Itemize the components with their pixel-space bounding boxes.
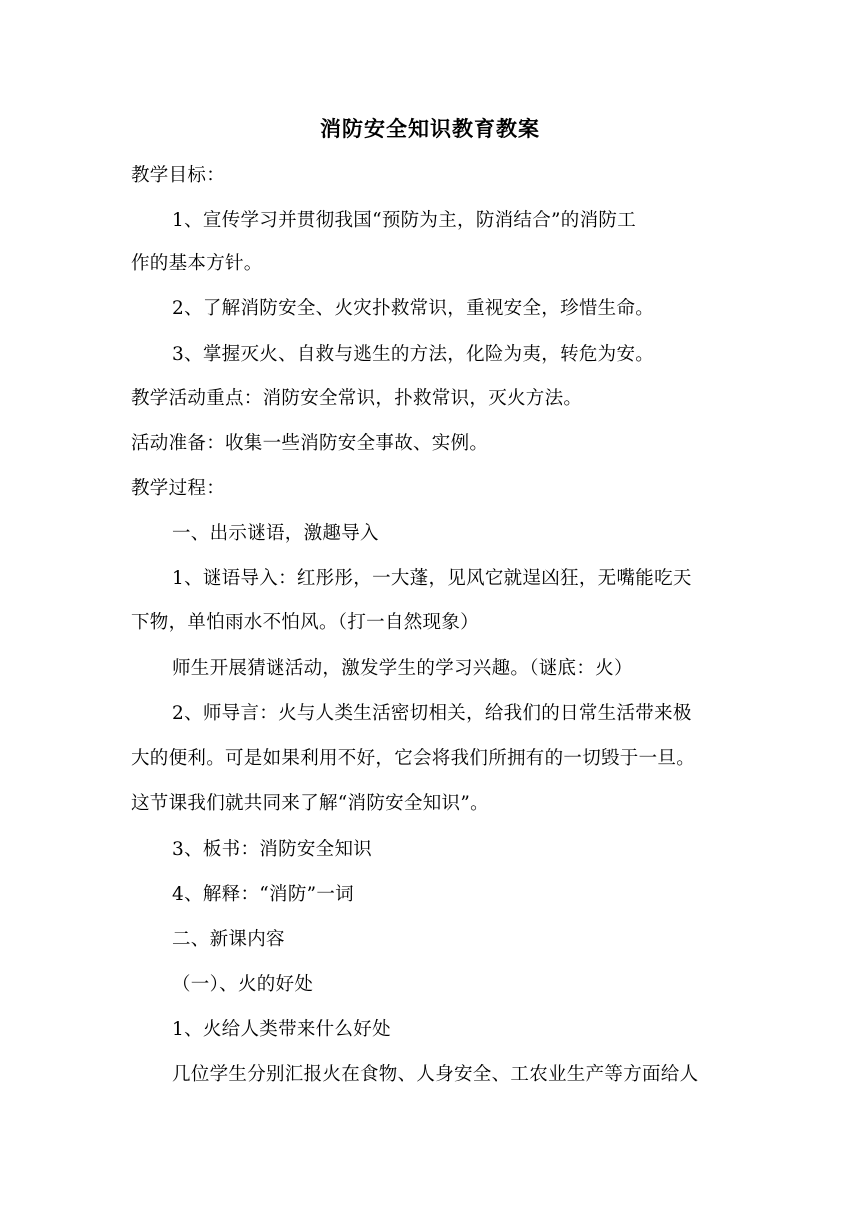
section-heading-process: 教学过程： (131, 478, 226, 499)
paragraph-line: 3、掌握灭火、自救与逃生的方法，化险为夷，转危为安。 (172, 344, 655, 365)
paragraph-line: 作的基本方针。 (131, 253, 263, 274)
paragraph-line: 这节课我们就共同来了解“消防安全知识”。 (131, 793, 489, 814)
subsection-heading: 一、出示谜语，激趣导入 (172, 523, 379, 544)
document-title: 消防安全知识教育教案 (320, 116, 540, 141)
paragraph-line: 2、师导言：火与人类生活密切相关，给我们的日常生活带来极 (172, 703, 692, 724)
paragraph-line: 1、宣传学习并贯彻我国“预防为主，防消结合”的消防工 (172, 210, 636, 231)
paragraph-line: 2、了解消防安全、火灾扑救常识，重视安全，珍惜生命。 (172, 298, 655, 319)
subsection-heading: （一）、火的好处 (172, 974, 314, 995)
paragraph-line: 下物，单怕雨水不怕风。（打一自然现象） (131, 612, 479, 633)
section-heading-teaching-goals: 教学目标： (131, 165, 226, 186)
paragraph-line: 师生开展猜谜活动，激发学生的学习兴趣。（谜底：火） (172, 658, 633, 679)
paragraph-line: 大的便利。可是如果利用不好，它会将我们所拥有的一切毁于一旦。 (131, 748, 696, 769)
paragraph-line: 3、板书：消防安全知识 (172, 839, 373, 860)
paragraph-line: 4、解释：“消防”一词 (172, 884, 354, 905)
paragraph-line: 1、谜语导入：红彤彤，一大蓬，见风它就逞凶狂，无嘴能吃天 (172, 568, 692, 589)
section-heading-preparation: 活动准备：收集一些消防安全事故、实例。 (131, 433, 489, 454)
paragraph-line: 几位学生分别汇报火在食物、人身安全、工农业生产等方面给人 (172, 1064, 699, 1085)
subsection-heading: 二、新课内容 (172, 929, 285, 950)
paragraph-line: 1、火给人类带来什么好处 (172, 1019, 391, 1040)
section-heading-key-points: 教学活动重点：消防安全常识，扑救常识，灭火方法。 (131, 388, 583, 409)
